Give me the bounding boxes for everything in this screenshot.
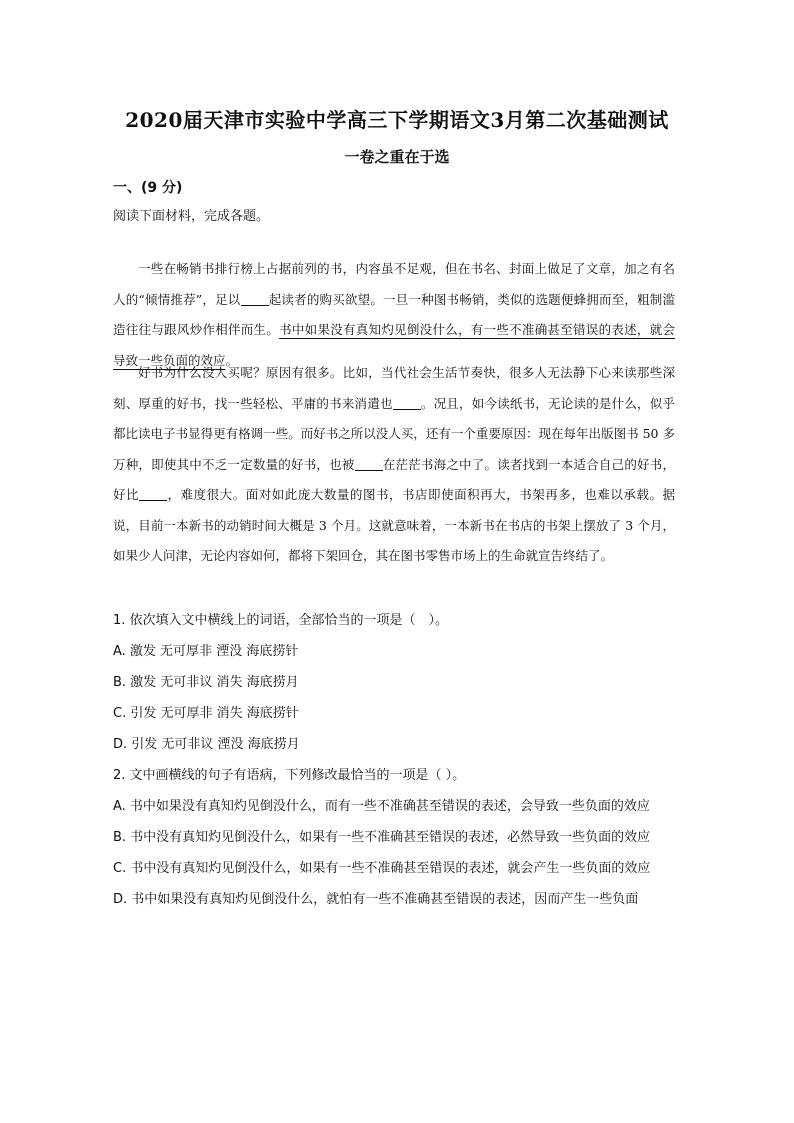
- question-stem: 1. 依次填入文中横线上的词语，全部恰当的一项是（ ）。: [113, 613, 449, 628]
- passage-text: 起读者的购买欲望。一旦一种图书畅销，类似的选题便蜂拥而至，粗制滥造往往与跟风炒作相伴而生。: [113, 291, 675, 337]
- answer-option: C. 引发 无可厚非 消失 海底捞针: [113, 706, 299, 721]
- fill-blank: [139, 486, 167, 501]
- passage-text: 一些在畅销书排行榜上占据前列的书，内容虽不足观，但在书名、封面上做足了文章，加之有名人的“倾情推荐”，足以: [113, 261, 675, 307]
- section-instruction: 阅读下面材料，完成各题。: [113, 209, 270, 224]
- fill-blank: [241, 291, 269, 306]
- passage-text: 。况且，如今读纸书，无论读的是什么，似乎都比读电子书显得更有格调一些。而好书之所以没人买，还有一个重要原因：现在每年出版图书 50 多万种，即使其中不乏一定数量的好书，也被: [113, 395, 675, 472]
- answer-option: B. 激发 无可非议 消失 海底捞月: [113, 675, 299, 690]
- passage-text: 。: [225, 352, 239, 368]
- document-subtitle: 一卷之重在于选: [344, 148, 450, 166]
- section-heading: 一、(9 分): [113, 180, 183, 196]
- answer-option: C. 书中没有真知灼见倒没什么，如果有一些不准确甚至错误的表述，就会产生一些负面的效应: [113, 861, 651, 876]
- fill-blank: [393, 395, 421, 410]
- document-title: 2020届天津市实验中学高三下学期语文3月第二次基础测试: [125, 108, 669, 132]
- answer-option: A. 激发 无可厚非 湮没 海底捞针: [113, 644, 299, 659]
- passage-text: ，难度很大。面对如此庞大数量的图书，书店即使面积再大，书架再多，也难以承载。据说，目前一本新书的动销时间大概是 3 个月。这就意味着，一本新书在书店的书架上摆放了 3 个月，如果少人问津，无论内容如何，都将下架回仓，其在图书零售市场上的生命就宣告终结了。: [113, 487, 675, 563]
- passage-paragraph-2: [113, 358, 675, 572]
- passage-text: 在茫茫书海之中了。读者找到一本适合自己的好书，好比: [113, 456, 675, 502]
- question-stem: 2. 文中画横线的句子有语病，下列修改最恰当的一项是（ ）。: [113, 768, 466, 783]
- fill-blank: [355, 456, 383, 471]
- answer-option: A. 书中如果没有真知灼见倒没什么，而有一些不准确甚至错误的表述，会导致一些负面的效应: [113, 799, 650, 814]
- passage-text: 好书为什么没人买呢？原因有很多。比如，当代社会生活节奏快，很多人无法静下心来读那些深刻、厚重的好书，找一些轻松、平庸的书来消遣也: [113, 365, 675, 411]
- answer-option: B. 书中没有真知灼见倒没什么，如果有一些不准确甚至错误的表述，必然导致一些负面的效应: [113, 830, 651, 845]
- answer-option: D. 引发 无可非议 湮没 海底捞月: [113, 737, 300, 752]
- underlined-sentence: 书中如果没有真知灼见倒没什么，有一些不准确甚至错误的表述，就会导致一些负面的效应: [113, 322, 675, 368]
- questions-block: [113, 605, 678, 915]
- answer-option: D. 书中如果没有真知灼见倒没什么，就怕有一些不准确甚至错误的表述，因而产生一些负面: [113, 892, 639, 907]
